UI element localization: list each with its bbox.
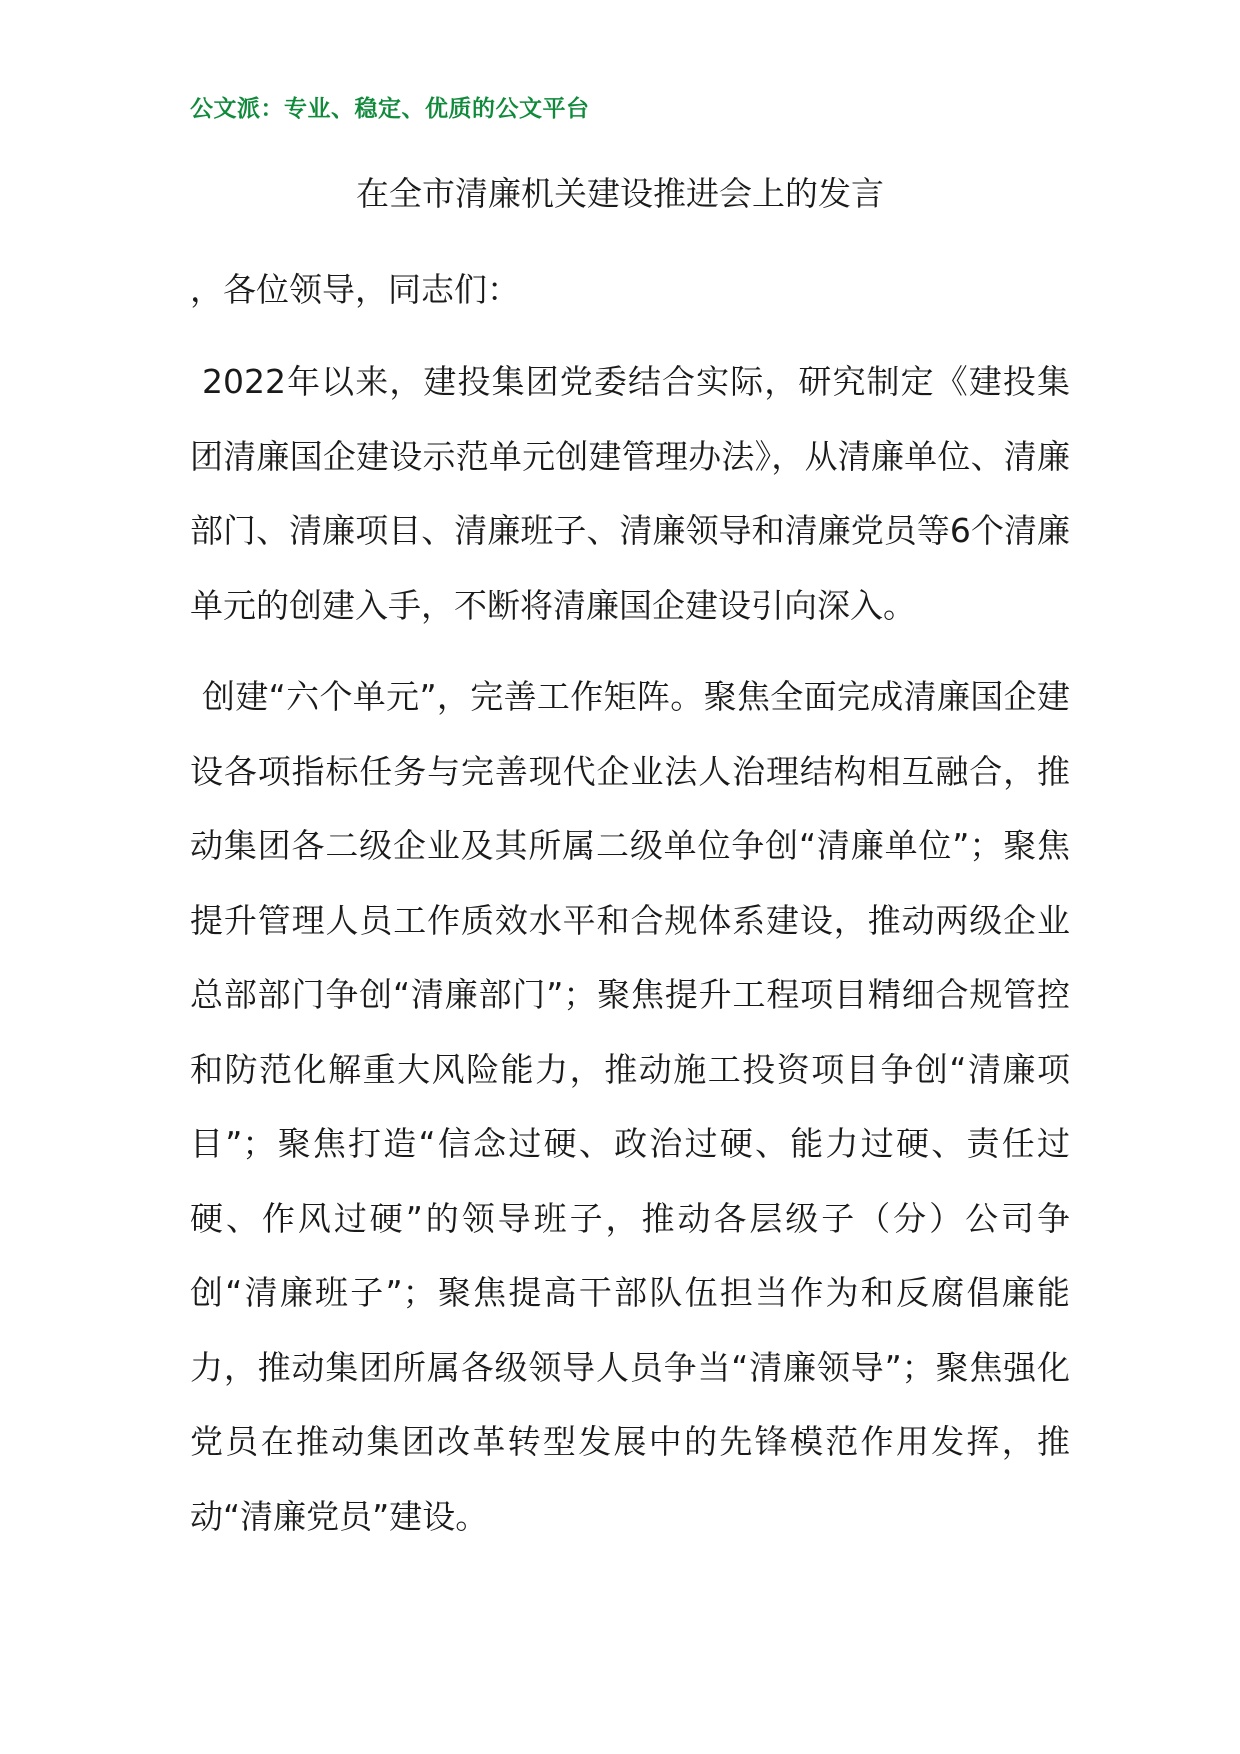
header-brand: 公文派：专业、稳定、优质的公文平台 [190,96,590,122]
body-paragraph: 2022年以来，建投集团党委结合实际，研究制定《建投集团清廉国企建设示范单元创建管理办法》，从清廉单位、清廉部门、清廉项目、清廉班子、清廉领导和清廉党员等6个清廉单元的创建入手，不断将清廉国企建设引向深入。 [190,362,1070,625]
body-paragraph: 创建“六个单元”，完善工作矩阵。聚焦全面完成清廉国企建设各项指标任务与完善现代企业法人治理结构相互融合，推动集团各二级企业及其所属二级单位争创“清廉单位”；聚焦提升管理人员工作质效水平和合规体系建设，推动两级企业总部部门争创“清廉部门”；聚焦提升工程项目精细合规管控和防范化解重大风险能力，推动施工投资项目争创“清廉项目”；聚焦打造“信念过硬、政治过硬、能力过硬、责任过硬、作风过硬”的领导班子，推动各层级子（分）公司争创“清廉班子”；聚焦提高干部队伍担当作为和反腐倡廉能力，推动集团所属各级领导人员争当“清廉领导”；聚焦强化党员在推动集团改革转型发展中的先锋模范作用发挥，推动“清廉党员”建设。 [190,677,1070,1536]
salutation: ，各位领导，同志们： [190,270,520,309]
document-title: 在全市清廉机关建设推进会上的发言 [356,174,884,213]
